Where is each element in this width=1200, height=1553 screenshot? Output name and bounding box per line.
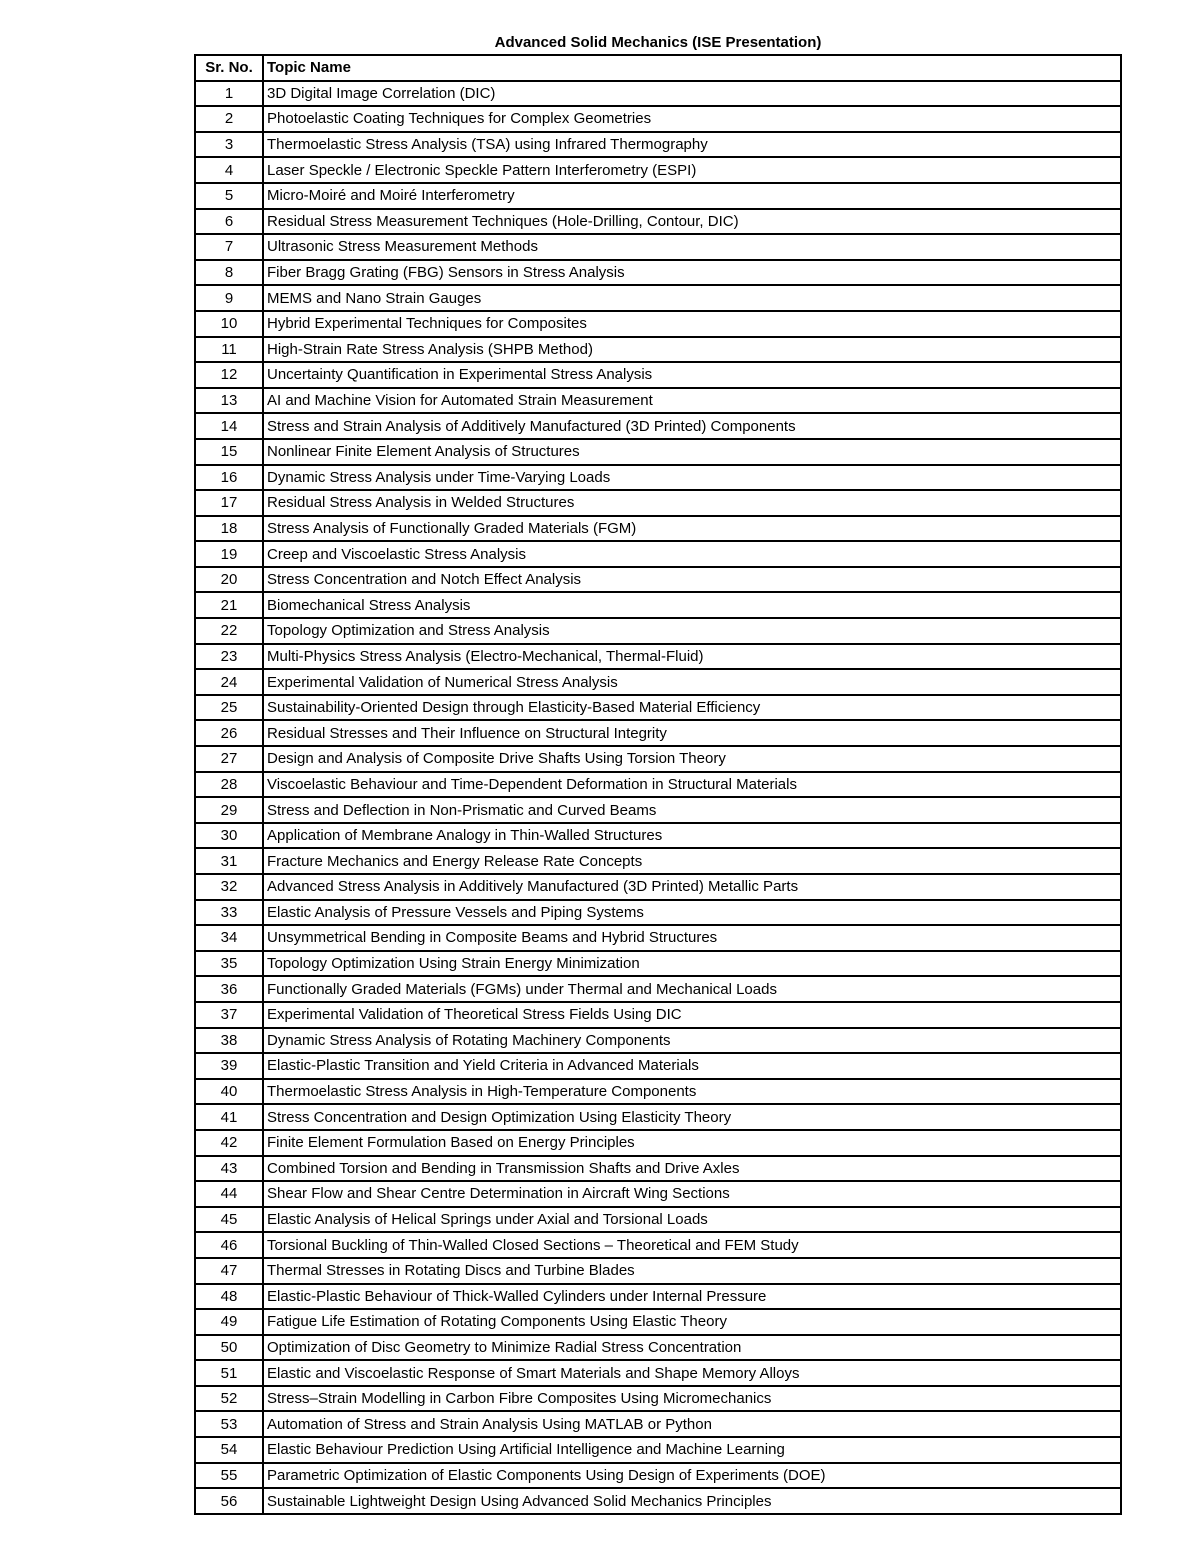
table-row: [195, 337, 1121, 363]
topic-name-cell: Parametric Optimization of Elastic Components Using Design of Experiments (DOE): [263, 1463, 1121, 1489]
column-header-topic-name: Topic Name: [263, 55, 1121, 81]
topic-name-cell: Viscoelastic Behaviour and Time-Dependent Deformation in Structural Materials: [263, 772, 1121, 798]
topic-name-cell: Experimental Validation of Theoretical Stress Fields Using DIC: [263, 1002, 1121, 1028]
sr-no-cell: 52: [195, 1386, 263, 1412]
sr-no-cell: 1: [195, 81, 263, 107]
topic-name-cell: Fracture Mechanics and Energy Release Rate Concepts: [263, 848, 1121, 874]
sr-no-cell: 53: [195, 1411, 263, 1437]
sr-no-cell: 11: [195, 337, 263, 363]
topic-name-cell: Functionally Graded Materials (FGMs) under Thermal and Mechanical Loads: [263, 976, 1121, 1002]
table-row: [195, 413, 1121, 439]
table-row: [195, 388, 1121, 414]
sr-no-cell: 25: [195, 695, 263, 721]
sr-no-cell: 44: [195, 1181, 263, 1207]
sr-no-cell: 23: [195, 644, 263, 670]
table-row: [195, 1386, 1121, 1412]
table-row: [195, 720, 1121, 746]
table-row: [195, 772, 1121, 798]
sr-no-cell: 6: [195, 209, 263, 235]
topic-name-cell: Thermoelastic Stress Analysis in High-Temperature Components: [263, 1079, 1121, 1105]
page-title: Advanced Solid Mechanics (ISE Presentation): [494, 34, 822, 51]
table-row: [195, 1463, 1121, 1489]
topic-name-cell: MEMS and Nano Strain Gauges: [263, 285, 1121, 311]
topic-name-cell: Fatigue Life Estimation of Rotating Components Using Elastic Theory: [263, 1309, 1121, 1335]
table-row: [195, 183, 1121, 209]
sr-no-cell: 47: [195, 1258, 263, 1284]
table-row: [195, 823, 1121, 849]
topic-name-cell: Elastic Behaviour Prediction Using Artificial Intelligence and Machine Learning: [263, 1437, 1121, 1463]
topic-name-cell: Thermal Stresses in Rotating Discs and Turbine Blades: [263, 1258, 1121, 1284]
sr-no-cell: 56: [195, 1488, 263, 1514]
sr-no-cell: 4: [195, 157, 263, 183]
sr-no-cell: 2: [195, 106, 263, 132]
topic-name-cell: Stress Concentration and Notch Effect Analysis: [263, 567, 1121, 593]
topic-name-cell: Finite Element Formulation Based on Energy Principles: [263, 1130, 1121, 1156]
topic-name-cell: Dynamic Stress Analysis of Rotating Machinery Components: [263, 1028, 1121, 1054]
table-row: [195, 618, 1121, 644]
table-row: [195, 1284, 1121, 1310]
topic-name-cell: Uncertainty Quantification in Experimental Stress Analysis: [263, 362, 1121, 388]
table-body: [195, 81, 1121, 1514]
table-row: [195, 925, 1121, 951]
table-row: [195, 1488, 1121, 1514]
topic-name-cell: Shear Flow and Shear Centre Determination in Aircraft Wing Sections: [263, 1181, 1121, 1207]
sr-no-cell: 38: [195, 1028, 263, 1054]
topic-name-cell: Stress–Strain Modelling in Carbon Fibre Composites Using Micromechanics: [263, 1386, 1121, 1412]
table-row: [195, 465, 1121, 491]
sr-no-cell: 49: [195, 1309, 263, 1335]
table-row: [195, 951, 1121, 977]
table-row: [195, 311, 1121, 337]
topic-name-cell: Optimization of Disc Geometry to Minimize Radial Stress Concentration: [263, 1335, 1121, 1361]
topic-name-cell: Unsymmetrical Bending in Composite Beams and Hybrid Structures: [263, 925, 1121, 951]
topic-name-cell: Hybrid Experimental Techniques for Composites: [263, 311, 1121, 337]
topic-name-cell: Topology Optimization and Stress Analysis: [263, 618, 1121, 644]
table-header-row: [195, 55, 1121, 81]
sr-no-cell: 32: [195, 874, 263, 900]
table-row: [195, 1130, 1121, 1156]
sr-no-cell: 19: [195, 541, 263, 567]
sr-no-cell: 50: [195, 1335, 263, 1361]
topic-name-cell: Residual Stresses and Their Influence on Structural Integrity: [263, 720, 1121, 746]
sr-no-cell: 51: [195, 1360, 263, 1386]
table-row: [195, 1309, 1121, 1335]
table-row: [195, 285, 1121, 311]
table-row: [195, 1079, 1121, 1105]
topic-name-cell: Stress and Deflection in Non-Prismatic and Curved Beams: [263, 797, 1121, 823]
table-row: [195, 976, 1121, 1002]
sr-no-cell: 15: [195, 439, 263, 465]
topic-name-cell: Biomechanical Stress Analysis: [263, 592, 1121, 618]
sr-no-cell: 36: [195, 976, 263, 1002]
sr-no-cell: 35: [195, 951, 263, 977]
table-row: [195, 592, 1121, 618]
table-row: [195, 516, 1121, 542]
topic-name-cell: Ultrasonic Stress Measurement Methods: [263, 234, 1121, 260]
table-row: [195, 81, 1121, 107]
sr-no-cell: 5: [195, 183, 263, 209]
topic-name-cell: Advanced Stress Analysis in Additively Manufactured (3D Printed) Metallic Parts: [263, 874, 1121, 900]
table-row: [195, 1411, 1121, 1437]
topic-name-cell: Elastic-Plastic Behaviour of Thick-Walled Cylinders under Internal Pressure: [263, 1284, 1121, 1310]
sr-no-cell: 10: [195, 311, 263, 337]
topic-name-cell: Micro-Moiré and Moiré Interferometry: [263, 183, 1121, 209]
topic-name-cell: Topology Optimization Using Strain Energy Minimization: [263, 951, 1121, 977]
table-row: [195, 106, 1121, 132]
sr-no-cell: 40: [195, 1079, 263, 1105]
table-row: [195, 1053, 1121, 1079]
table-row: [195, 1156, 1121, 1182]
topic-name-cell: Elastic Analysis of Helical Springs under Axial and Torsional Loads: [263, 1207, 1121, 1233]
topic-name-cell: Elastic-Plastic Transition and Yield Criteria in Advanced Materials: [263, 1053, 1121, 1079]
sr-no-cell: 34: [195, 925, 263, 951]
sr-no-cell: 31: [195, 848, 263, 874]
topic-name-cell: Stress and Strain Analysis of Additively Manufactured (3D Printed) Components: [263, 413, 1121, 439]
topic-name-cell: Dynamic Stress Analysis under Time-Varying Loads: [263, 465, 1121, 491]
sr-no-cell: 28: [195, 772, 263, 798]
table-row: [195, 695, 1121, 721]
sr-no-cell: 42: [195, 1130, 263, 1156]
sr-no-cell: 27: [195, 746, 263, 772]
topic-name-cell: Stress Analysis of Functionally Graded Materials (FGM): [263, 516, 1121, 542]
sr-no-cell: 8: [195, 260, 263, 286]
sr-no-cell: 41: [195, 1104, 263, 1130]
topic-name-cell: Photoelastic Coating Techniques for Complex Geometries: [263, 106, 1121, 132]
topics-table: [194, 54, 1122, 1515]
sr-no-cell: 45: [195, 1207, 263, 1233]
table-row: [195, 1002, 1121, 1028]
table-row: [195, 874, 1121, 900]
sr-no-cell: 3: [195, 132, 263, 158]
sr-no-cell: 55: [195, 1463, 263, 1489]
topic-name-cell: Application of Membrane Analogy in Thin-Walled Structures: [263, 823, 1121, 849]
topic-name-cell: Torsional Buckling of Thin-Walled Closed Sections – Theoretical and FEM Study: [263, 1232, 1121, 1258]
table-row: [195, 1104, 1121, 1130]
table-row: [195, 900, 1121, 926]
sr-no-cell: 12: [195, 362, 263, 388]
table-row: [195, 260, 1121, 286]
table-row: [195, 157, 1121, 183]
topic-name-cell: Sustainability-Oriented Design through Elasticity-Based Material Efficiency: [263, 695, 1121, 721]
sr-no-cell: 24: [195, 669, 263, 695]
sr-no-cell: 33: [195, 900, 263, 926]
sr-no-cell: 9: [195, 285, 263, 311]
topic-name-cell: Design and Analysis of Composite Drive Shafts Using Torsion Theory: [263, 746, 1121, 772]
table-row: [195, 567, 1121, 593]
topic-name-cell: Elastic and Viscoelastic Response of Smart Materials and Shape Memory Alloys: [263, 1360, 1121, 1386]
topic-name-cell: Thermoelastic Stress Analysis (TSA) using Infrared Thermography: [263, 132, 1121, 158]
table-row: [195, 209, 1121, 235]
sr-no-cell: 14: [195, 413, 263, 439]
table-row: [195, 746, 1121, 772]
sr-no-cell: 17: [195, 490, 263, 516]
topic-name-cell: Creep and Viscoelastic Stress Analysis: [263, 541, 1121, 567]
table-row: [195, 234, 1121, 260]
sr-no-cell: 13: [195, 388, 263, 414]
column-header-sr-no: Sr. No.: [195, 55, 263, 81]
sr-no-cell: 29: [195, 797, 263, 823]
table-row: [195, 362, 1121, 388]
topic-name-cell: Residual Stress Analysis in Welded Structures: [263, 490, 1121, 516]
sr-no-cell: 54: [195, 1437, 263, 1463]
sr-no-cell: 18: [195, 516, 263, 542]
topic-name-cell: Stress Concentration and Design Optimization Using Elasticity Theory: [263, 1104, 1121, 1130]
table-row: [195, 1335, 1121, 1361]
table-row: [195, 1360, 1121, 1386]
topic-name-cell: Combined Torsion and Bending in Transmission Shafts and Drive Axles: [263, 1156, 1121, 1182]
table-row: [195, 490, 1121, 516]
topic-name-cell: High-Strain Rate Stress Analysis (SHPB Method): [263, 337, 1121, 363]
sr-no-cell: 26: [195, 720, 263, 746]
table-row: [195, 1028, 1121, 1054]
table-row: [195, 1181, 1121, 1207]
table-row: [195, 848, 1121, 874]
sr-no-cell: 22: [195, 618, 263, 644]
topic-name-cell: Automation of Stress and Strain Analysis Using MATLAB or Python: [263, 1411, 1121, 1437]
table-row: [195, 1207, 1121, 1233]
sr-no-cell: 30: [195, 823, 263, 849]
topic-name-cell: Multi-Physics Stress Analysis (Electro-Mechanical, Thermal-Fluid): [263, 644, 1121, 670]
table-row: [195, 439, 1121, 465]
sr-no-cell: 7: [195, 234, 263, 260]
sr-no-cell: 37: [195, 1002, 263, 1028]
sr-no-cell: 43: [195, 1156, 263, 1182]
table-row: [195, 669, 1121, 695]
table-row: [195, 644, 1121, 670]
sr-no-cell: 16: [195, 465, 263, 491]
table-row: [195, 797, 1121, 823]
topic-name-cell: 3D Digital Image Correlation (DIC): [263, 81, 1121, 107]
table-row: [195, 1437, 1121, 1463]
sr-no-cell: 20: [195, 567, 263, 593]
sr-no-cell: 46: [195, 1232, 263, 1258]
sr-no-cell: 21: [195, 592, 263, 618]
topic-name-cell: Fiber Bragg Grating (FBG) Sensors in Stress Analysis: [263, 260, 1121, 286]
table-row: [195, 1232, 1121, 1258]
topic-name-cell: Nonlinear Finite Element Analysis of Structures: [263, 439, 1121, 465]
sr-no-cell: 39: [195, 1053, 263, 1079]
topic-name-cell: Elastic Analysis of Pressure Vessels and Piping Systems: [263, 900, 1121, 926]
table-row: [195, 1258, 1121, 1284]
topic-name-cell: Residual Stress Measurement Techniques (Hole-Drilling, Contour, DIC): [263, 209, 1121, 235]
sr-no-cell: 48: [195, 1284, 263, 1310]
topic-name-cell: AI and Machine Vision for Automated Strain Measurement: [263, 388, 1121, 414]
topic-name-cell: Laser Speckle / Electronic Speckle Pattern Interferometry (ESPI): [263, 157, 1121, 183]
table-row: [195, 132, 1121, 158]
topic-name-cell: Sustainable Lightweight Design Using Advanced Solid Mechanics Principles: [263, 1488, 1121, 1514]
table-row: [195, 541, 1121, 567]
topic-name-cell: Experimental Validation of Numerical Stress Analysis: [263, 669, 1121, 695]
